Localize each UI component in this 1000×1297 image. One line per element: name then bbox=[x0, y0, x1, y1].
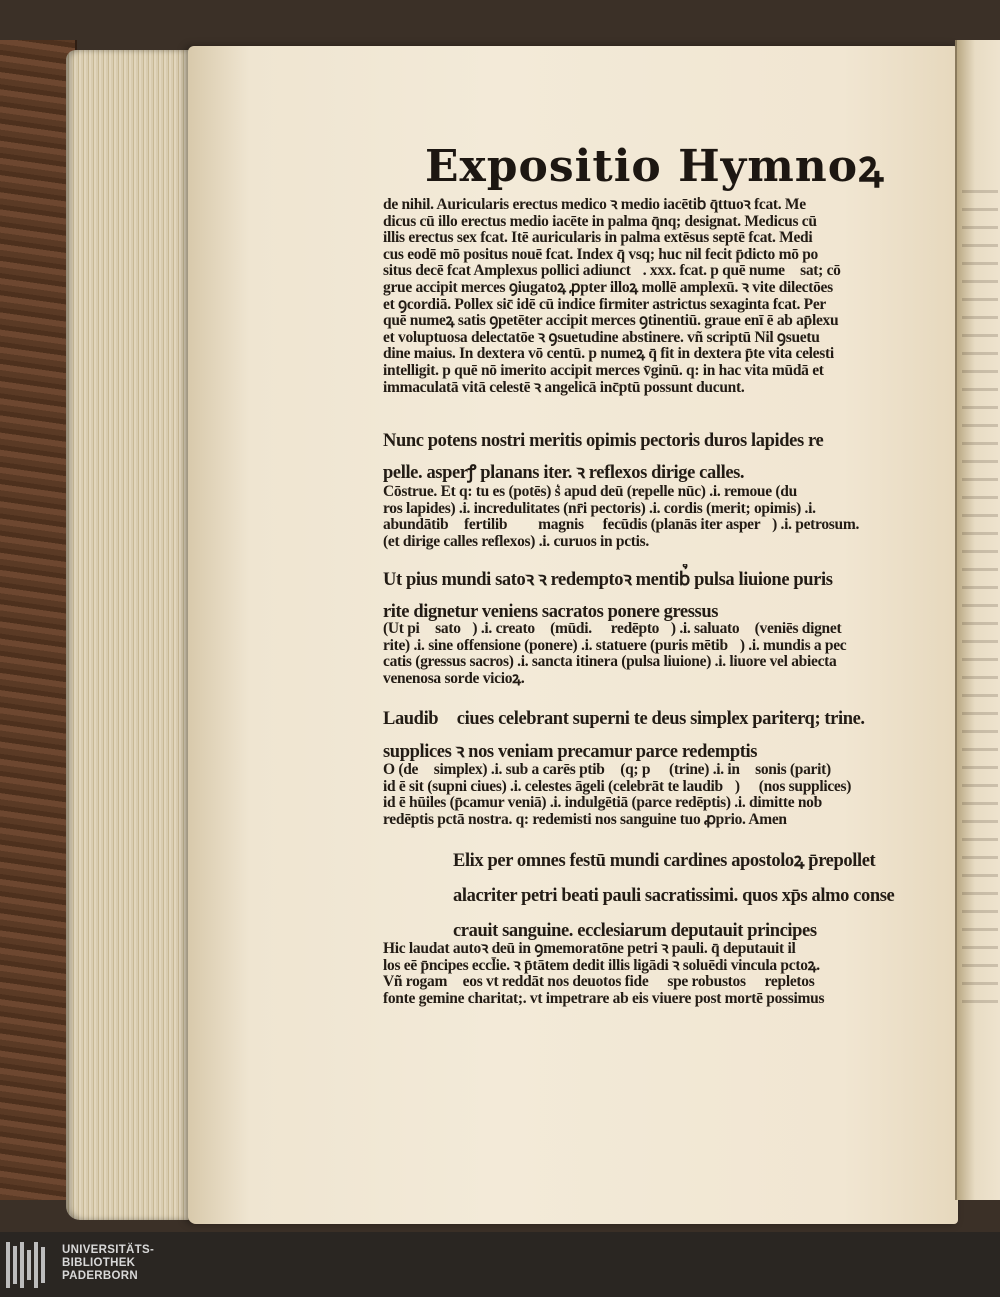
page-heading: Expositio Hymnoꝝ bbox=[425, 141, 885, 192]
paragraph-1: de nihil. Auricularis erectus medico ꝛ medio iacētib᷒ q̄ttuoꝛ fcat. Me dicus cū illo erectus medio iacēte in palma q̄nq; designat. Medicus cū illis erectus sex fcat. Itē auricularis in palma extēsus septē fcat. Medi cus eodē mō positus nouē fcat. Index q̄ vsq; huc nil fecit p̄dicto mō po situs decē fcat Amplexus pollici adiunct᷒. xxx. fcat. p quē numeꝝ sat; cō grue accipit merces ꝯiugatoꝝ ꝓpter illoꝝ mollē amplexū. ꝛ vite dilectōes et ꝯcordiā. Pollex sic̄ idē cū indice firmiter astrictus sexaginta fcat. Per quē numeꝝ satis ꝯpetēter accipit merces ꝯtinentiū. graue enī ē ab ap̄lexu et voluptuosa delectatōe ꝛ ꝯsuetudine abstinere. vñ scriptū Nil ꝯsuetu dine maius. In dextera vō centū. p numeꝝ q̄ fit in dextera p̄te vita celesti intelligit. p quē nō imerito accipit merces v̄ginū. q: in hac vita mūdā et immaculatā vitā celestē ꝛ angelicā inc̄ptū possunt ducunt. bbox=[383, 197, 841, 396]
logo-line-3: PADERBORN bbox=[62, 1270, 138, 1282]
facing-page-bleed-text bbox=[962, 190, 998, 1010]
logo-line-1: UNIVERSITÄTS- bbox=[62, 1244, 155, 1256]
logo-line-2: BIBLIOTHEK bbox=[62, 1257, 136, 1269]
library-logo-icon bbox=[6, 1242, 48, 1288]
paragraph-3: (Ut pi᷒ satoꝛ) .i. creatoꝛ (mūdi. ꝛ redēptoꝛ) .i. saluatoꝛ (veniēs dignet rite) .i. sine offensione (ponere) .i. statuere (puris mētib᷒) .i. mundis a pec catis (gressus sacros) .i. sancta itinera (pulsa liuione) .i. liuore vel abiecta venenosa sorde vicioꝝ. bbox=[383, 621, 847, 687]
verse-4: Elix per omnes festū mundi cardines apostoloꝝ p̄repollet alacriter petri beati pauli sacratissimi. quos xp̄s almo conse crauit sanguine. ecclesiarum deputauit principes bbox=[453, 851, 895, 941]
verse-3: Laudib᷒ ciues celebrant superni te deus simplex pariterq; trine. supplices ꝛ nos veniam precamur parce redemptis bbox=[383, 709, 865, 762]
library-logo-bar bbox=[0, 1232, 1000, 1297]
verse-1: Nunc potens nostri meritis opimis pectoris duros lapides re pelle. asperꝭ planans iter. ꝛ reflexos dirige calles. bbox=[383, 431, 824, 483]
page-edges bbox=[66, 50, 201, 1220]
verse-2: Ut pius mundi satoꝛ ꝛ redemptoꝛ mentib᷒ pulsa liuione puris rite dignetur veniens sacratos ponere gressus bbox=[383, 570, 833, 622]
paragraph-5: Hic laudat autoꝛ deū in ꝯmemoratōne petri ꝛ pauli. q̄ deputauit il los eē p̄ncipes eccl̄ie. ꝛ p̄tātem dedit illis ligādi ꝛ soluēdi vincula pctoꝝ. Vñ rogam᷒ eos vt reddāt nos deuotos fide ꝛ spe robustos ꝛ repletos fonte gemine charitat;. vt impetrare ab eis viuere post mortē possimus bbox=[383, 941, 825, 1007]
paragraph-2: Cōstrue. Et q: tu es (potēs) s͛ apud deū (repelle nūc) .i. remoue (du ros lapides) .i. incredulitates (nr̄i pectoris) .i. cordis (merit; opimis) .i. abundātib᷒ fertilib᷒ ꝛ magnis ꝛ fecūdis (planās iter asperꝝ) .i. petrosum. (et dirige calles reflexos) .i. curuos in pctis. bbox=[383, 484, 860, 550]
paragraph-4: O (de᷒ simplex) .i. sub a carēs ptib᷒ (q; p ꝛ (trine) .i. in ꝑsonis (parit) id ē sit (supni ciues) .i. celestes āgeli (celebrāt te laudib᷒) ꝛ (nos supplices) id ē hūiles (p̄camur veniā) .i. indulgētiā (parce redēptis) .i. dimitte nob redēptis pctā nostra. q: redemisti nos sanguine tuo ꝓprio. Amen bbox=[383, 762, 852, 828]
